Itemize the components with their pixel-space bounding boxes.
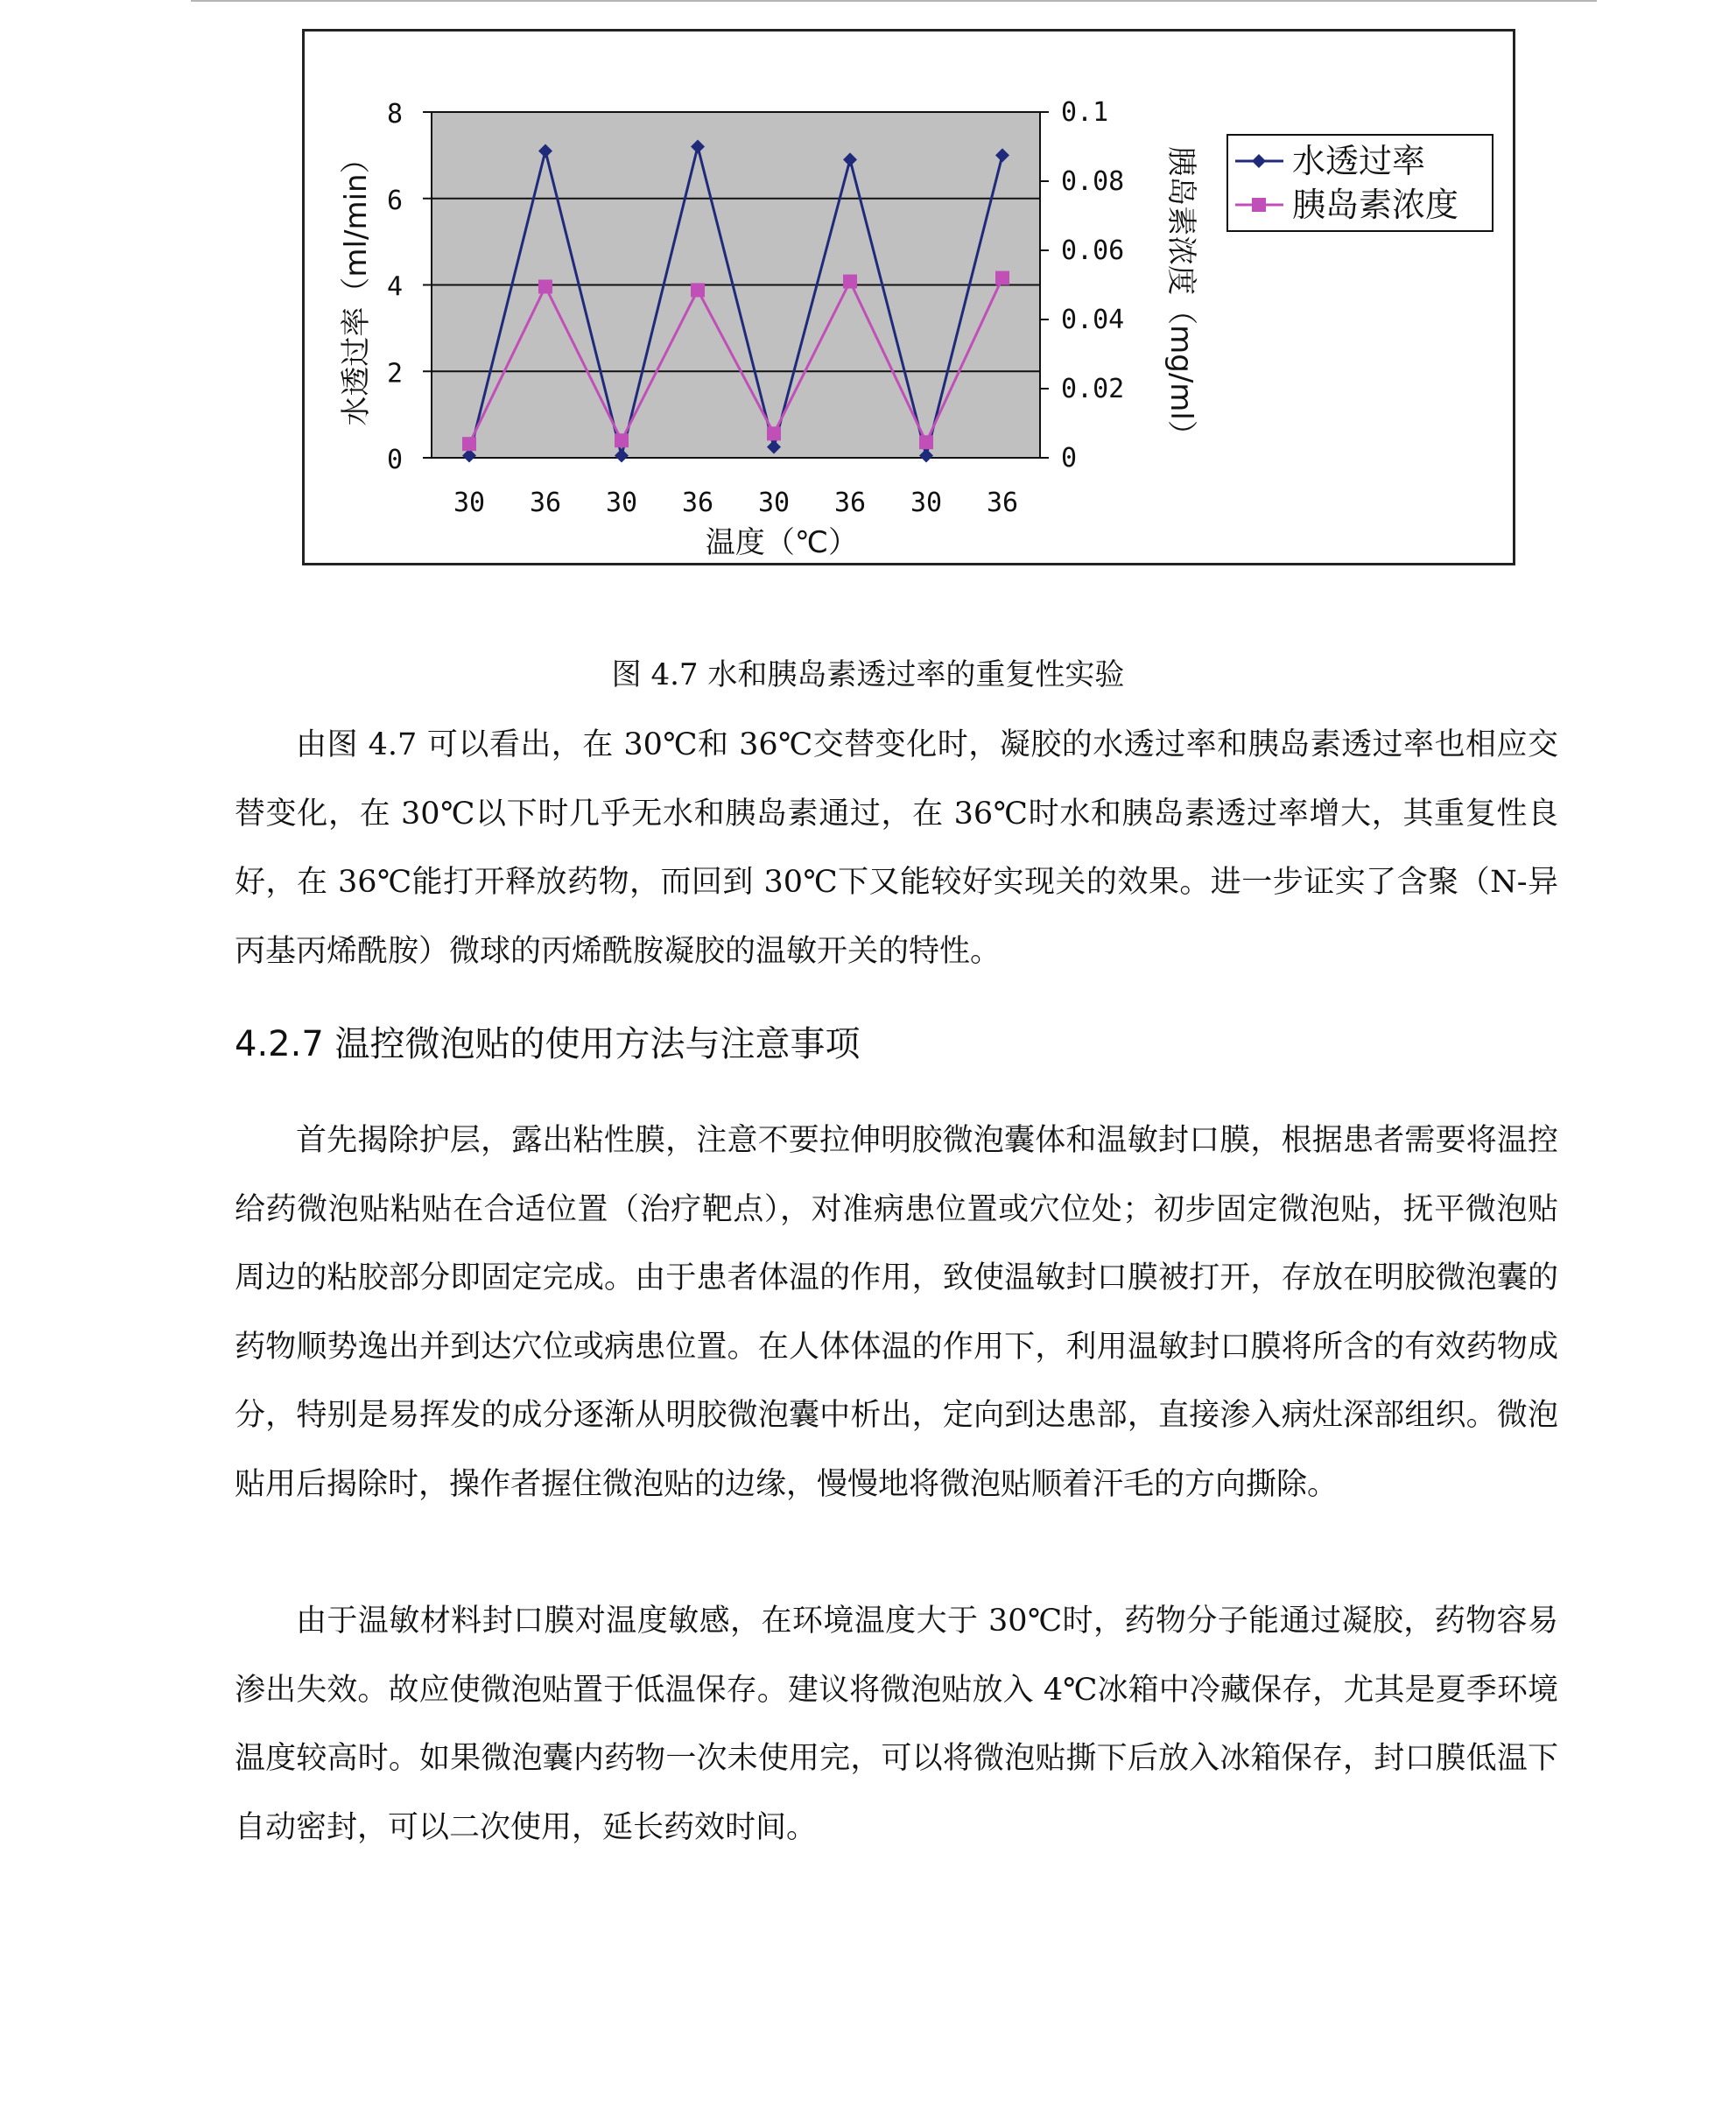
right-tick-label: 0.1: [1061, 97, 1109, 128]
left-tick-label: 8: [386, 99, 403, 130]
x-tick-label: 36: [986, 488, 1019, 518]
paragraph-3: 由于温敏材料封口膜对温度敏感，在环境温度大于 30℃时，药物分子能通过凝胶，药物容易渗出失效。故应使微泡贴置于低温保存。建议将微泡贴放入 4℃冰箱中冷藏保存，尤其是夏季环境温度较高时。如果微泡囊内药物一次未使用完，可以将微泡贴撕下后放入冰箱保存，封口膜低温下自动密封，可以二次使用，延长药效时间。: [235, 1604, 1558, 1845]
right-tick-label: 0: [1061, 443, 1078, 474]
x-tick-label: 36: [681, 488, 714, 518]
figure-caption: 图 4.7 水和胰岛素透过率的重复性实验: [611, 657, 1125, 692]
x-tick-label: 30: [910, 488, 943, 518]
x-tick-label: 36: [529, 488, 562, 518]
legend-label: 水透过率: [1292, 142, 1426, 180]
right-tick-label: 0.08: [1061, 166, 1125, 197]
left-tick-label: 6: [386, 185, 403, 216]
x-tick-label: 36: [833, 488, 867, 518]
series-2-point: [462, 437, 476, 451]
x-axis-title: 温度（℃）: [705, 525, 859, 560]
right-tick-label: 0.04: [1061, 305, 1125, 335]
legend-label: 胰岛素浓度: [1292, 186, 1459, 224]
right-tick-label: 0.02: [1061, 374, 1125, 404]
x-tick-label: 30: [605, 488, 638, 518]
series-2-point: [615, 433, 629, 447]
dual-axis-line-chart: [305, 32, 1513, 563]
left-tick-label: 2: [386, 358, 403, 390]
series-2-point: [843, 275, 857, 289]
series-2-point: [919, 435, 933, 449]
right-tick-label: 0.06: [1061, 235, 1125, 266]
x-tick-label: 30: [757, 488, 791, 518]
left-tick-label: 0: [386, 445, 403, 475]
legend-marker: [1252, 198, 1266, 212]
header-rule: [191, 0, 1597, 2]
series-2-point: [995, 271, 1009, 285]
left-axis-title: 水透过率（ml/min）: [339, 144, 374, 426]
section-heading: 4.2.7 温控微泡贴的使用方法与注意事项: [235, 1024, 861, 1064]
series-2-point: [538, 279, 552, 293]
paragraph-1: 由图 4.7 可以看出，在 30℃和 36℃交替变化时，凝胶的水透过率和胰岛素透过率也相应交替变化，在 30℃以下时几乎无水和胰岛素通过，在 36℃时水和胰岛素透过率增大，其重复性良好，在 36℃能打开释放药物，而回到 30℃下又能较好实现关的效果。进一步证实了含聚（N-异丙基丙烯酰胺）微球的丙烯酰胺凝胶的温敏开关的特性。: [235, 727, 1558, 969]
right-axis-title: 胰岛素浓度（mg/ml）: [1163, 146, 1198, 450]
paragraph-2: 首先揭除护层，露出粘性膜，注意不要拉伸明胶微泡囊体和温敏封口膜，根据患者需要将温控给药微泡贴粘贴在合适位置（治疗靶点），对准病患位置或穴位处；初步固定微泡贴，抚平微泡贴周边的粘胶部分即固定完成。由于患者体温的作用，致使温敏封口膜被打开，存放在明胶微泡囊的药物顺势逸出并到达穴位或病患位置。在人体体温的作用下，利用温敏封口膜将所含的有效药物成分，特别是易挥发的成分逐渐从明胶微泡囊中析出，定向到达患部，直接渗入病灶深部组织。微泡贴用后揭除时，操作者握住微泡贴的边缘，慢慢地将微泡贴顺着汗毛的方向撕除。: [235, 1123, 1558, 1502]
figure-4-7-chart-frame: [302, 29, 1515, 565]
x-tick-label: 30: [453, 488, 486, 518]
series-2-point: [691, 283, 705, 297]
left-tick-label: 4: [386, 271, 403, 303]
series-2-point: [767, 426, 781, 440]
